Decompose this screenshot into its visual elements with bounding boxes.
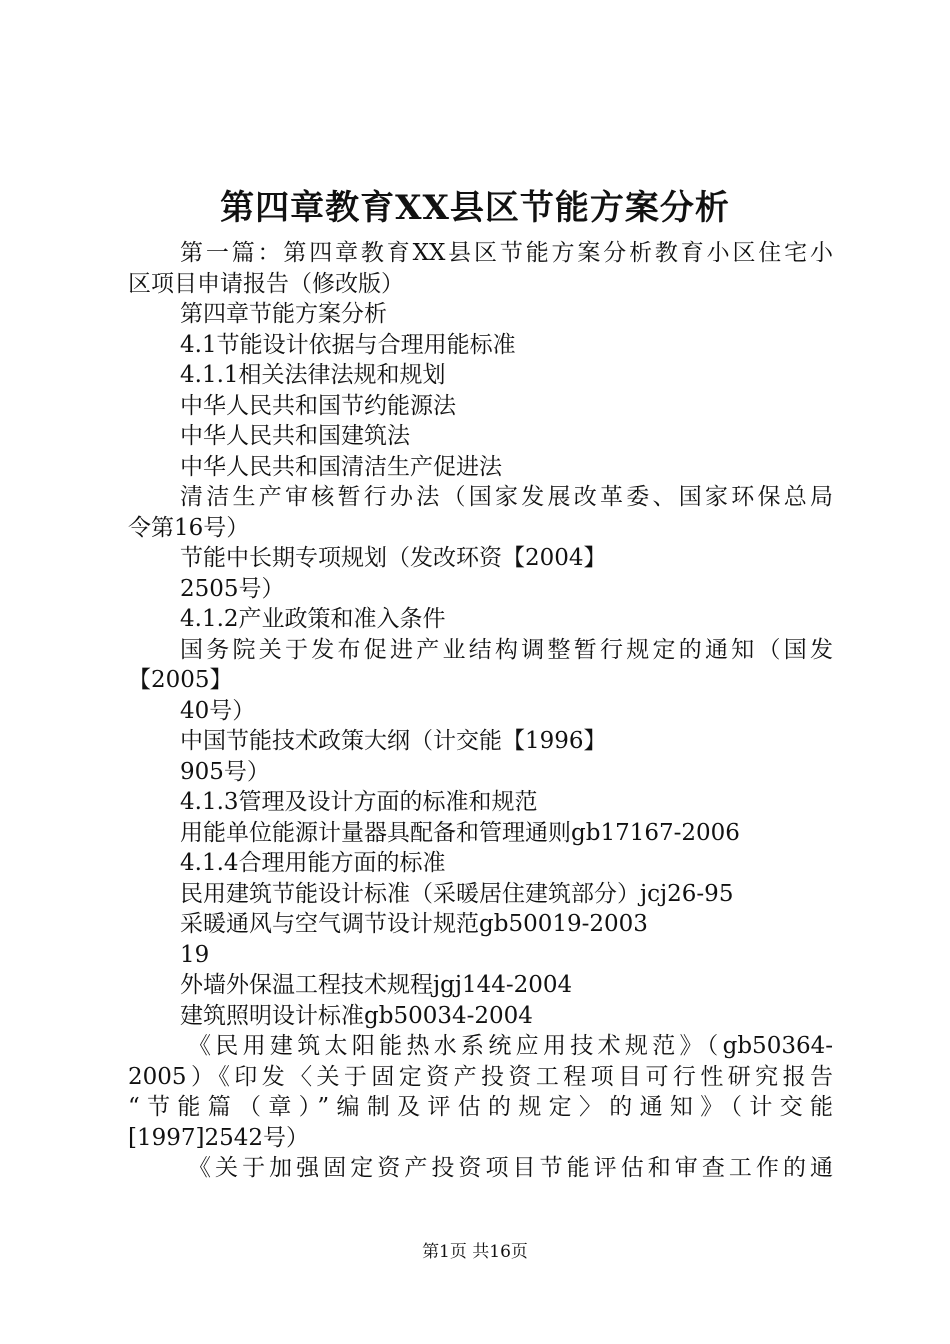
text-line: 建筑照明设计标准gb50034-2004 bbox=[180, 1002, 533, 1029]
text-line: 19 bbox=[180, 941, 210, 968]
text-line: 4.1.3管理及设计方面的标准和规范 bbox=[180, 789, 538, 815]
text-line: 第一篇：第四章教育XX县区节能方案分析教育小区住宅小 bbox=[180, 240, 833, 266]
text-line: 民用建筑节能设计标准（采暖居住建筑部分）jcj26-95 bbox=[180, 880, 734, 907]
text-line: 中华人民共和国节约能源法 bbox=[180, 392, 456, 419]
text-line: 用能单位能源计量器具配备和管理通则gb17167-2006 bbox=[180, 819, 740, 846]
text-line: 国务院关于发布促进产业结构调整暂行规定的通知（国发 bbox=[180, 636, 833, 663]
text-line: 《关于加强固定资产投资项目节能评估和审查工作的通 bbox=[188, 1155, 833, 1181]
text-line: 【2005】 bbox=[128, 667, 233, 693]
text-line: 令第16号） bbox=[128, 514, 250, 541]
document-body bbox=[128, 238, 833, 1184]
text-line: 区项目申请报告（修改版） bbox=[128, 270, 404, 297]
document-title: 第四章教育XX县区节能方案分析 bbox=[220, 188, 730, 228]
text-line: 外墙外保温工程技术规程jgj144-2004 bbox=[180, 972, 573, 998]
text-line: 4.1.2产业政策和准入条件 bbox=[180, 606, 446, 632]
text-line: 节能中长期专项规划（发改环资【2004】 bbox=[180, 545, 607, 571]
text-line: 清洁生产审核暂行办法（国家发展改革委、国家环保总局 bbox=[180, 484, 833, 510]
text-line: 905号） bbox=[180, 758, 270, 785]
text-line: 中华人民共和国建筑法 bbox=[180, 423, 410, 449]
text-line: 采暖通风与空气调节设计规范gb50019-2003 bbox=[180, 911, 648, 937]
text-line: 4.1节能设计依据与合理用能标准 bbox=[180, 331, 516, 358]
text-line: 4.1.4合理用能方面的标准 bbox=[180, 850, 446, 876]
text-line: 《民用建筑太阳能热水系统应用技术规范》（gb50364- bbox=[188, 1033, 833, 1059]
text-line: 中华人民共和国清洁生产促进法 bbox=[180, 453, 502, 480]
page-footer: 第1页 共16页 bbox=[422, 1242, 528, 1262]
text-line: [1997]2542号） bbox=[128, 1124, 310, 1151]
text-line: 2005）《印发〈关于固定资产投资工程项目可行性研究报告 bbox=[128, 1063, 833, 1090]
text-line: 第四章节能方案分析 bbox=[180, 301, 387, 327]
text-line: 中国节能技术政策大纲（计交能【1996】 bbox=[180, 728, 607, 754]
text-line: 2505号） bbox=[180, 575, 285, 602]
text-line: “节能篇（章）”编制及评估的规定〉的通知》（计交能 bbox=[128, 1094, 833, 1120]
text-line: 4.1.1相关法律法规和规划 bbox=[180, 362, 446, 388]
text-line: 40号） bbox=[180, 697, 256, 724]
